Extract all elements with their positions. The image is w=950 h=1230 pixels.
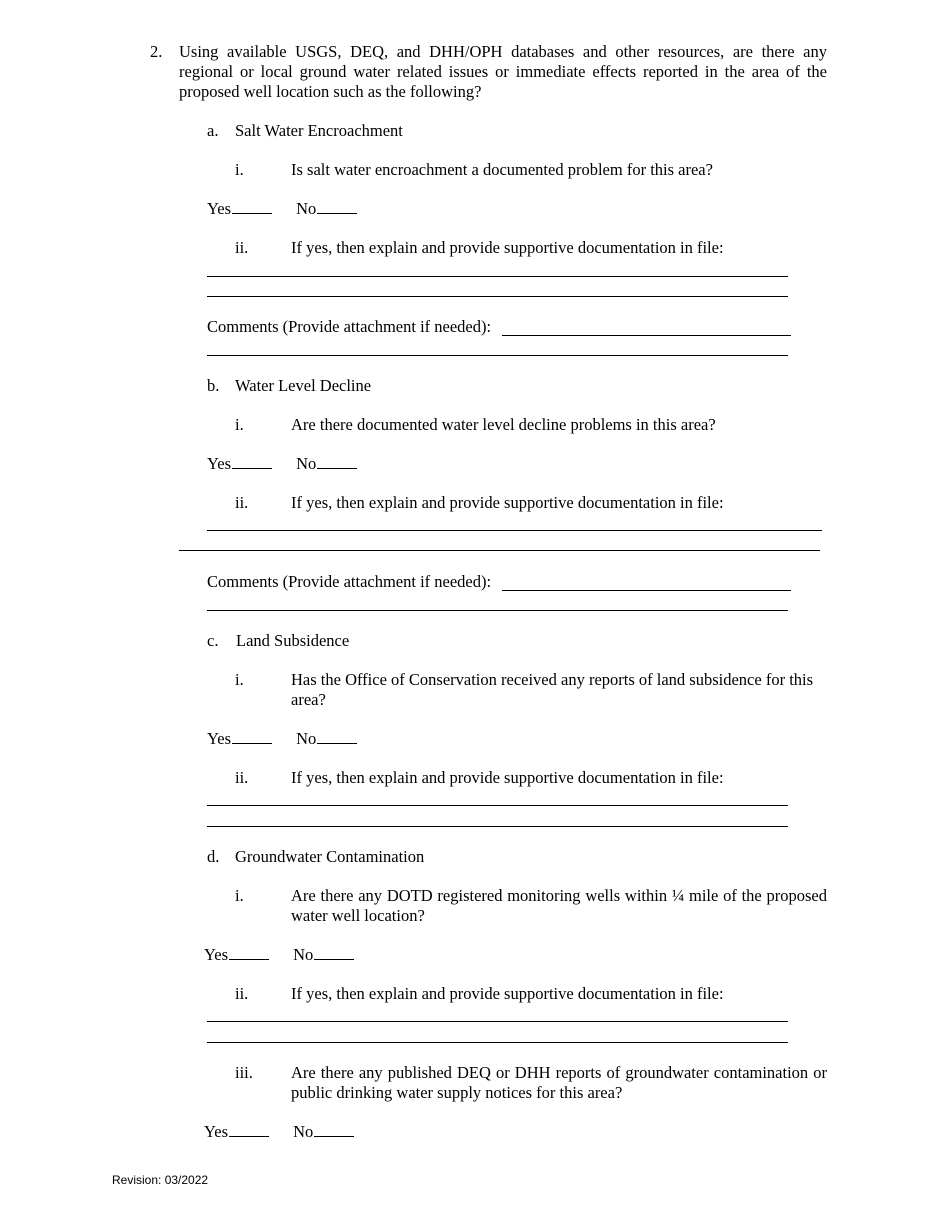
a-item-i-text: Is salt water encroachment a documented problem for this area? — [291, 160, 713, 179]
a-item-ii-text: If yes, then explain and provide supportive documentation in file: — [291, 238, 724, 257]
c-item-i-text: Has the Office of Conservation received any reports of land subsidence for this area? — [291, 670, 814, 709]
d-no-label-2: No — [293, 1122, 314, 1141]
a-comments-label: Comments (Provide attachment if needed): — [207, 317, 492, 336]
b-item-i-text: Are there documented water level decline problems in this area? — [291, 415, 716, 434]
d-explain-line-2[interactable] — [207, 1042, 788, 1043]
b-item-ii-number: ii. — [235, 493, 249, 512]
d-item-iii-number: iii. — [235, 1063, 253, 1082]
a-item-i-number: i. — [235, 160, 244, 179]
d-yes-blank[interactable] — [229, 945, 269, 960]
c-item-ii-number: ii. — [235, 768, 249, 787]
c-item-i-number: i. — [235, 670, 244, 689]
d-item-ii-text: If yes, then explain and provide supportive documentation in file: — [291, 984, 724, 1003]
c-no-blank[interactable] — [317, 729, 357, 744]
section-d-letter: d. — [207, 847, 220, 866]
a-comments-line-2[interactable] — [207, 355, 788, 356]
b-item-ii-text: If yes, then explain and provide supportive documentation in file: — [291, 493, 724, 512]
a-no-label: No — [296, 199, 317, 218]
section-a-title: Salt Water Encroachment — [235, 121, 403, 140]
b-yes-blank[interactable] — [232, 454, 272, 469]
d-no-blank-2[interactable] — [314, 1122, 354, 1137]
d-yes-blank-2[interactable] — [229, 1122, 269, 1137]
section-a-letter: a. — [207, 121, 219, 140]
c-yes-blank[interactable] — [232, 729, 272, 744]
a-yes-blank[interactable] — [232, 199, 272, 214]
a-yes-no-row — [207, 199, 357, 219]
section-d-title: Groundwater Contamination — [235, 847, 425, 866]
b-explain-line-1[interactable] — [207, 530, 822, 531]
a-explain-line-2[interactable] — [207, 296, 788, 297]
c-explain-line-1[interactable] — [207, 805, 788, 806]
section-b-title: Water Level Decline — [235, 376, 372, 395]
c-yes-no-row — [207, 729, 357, 749]
b-no-blank[interactable] — [317, 454, 357, 469]
section-c-letter: c. — [207, 631, 219, 650]
b-no-label: No — [296, 454, 317, 473]
question-number: 2. — [150, 42, 163, 61]
c-yes-label: Yes — [207, 729, 232, 748]
c-explain-line-2[interactable] — [207, 826, 788, 827]
question-text: Using available USGS, DEQ, and DHH/OPH databases and other resources, are there any regional or local ground water related issues or immediate effects reported in the area of the proposed well location such as the following? — [179, 42, 827, 101]
section-c-title: Land Subsidence — [236, 631, 350, 650]
b-comments-line-1[interactable] — [502, 590, 791, 591]
b-item-i-number: i. — [235, 415, 244, 434]
a-explain-line-1[interactable] — [207, 276, 788, 277]
d-no-label: No — [293, 945, 314, 964]
d-item-iii-text: Are there any published DEQ or DHH reports of groundwater contamination or public drinking water supply notices for this area? — [291, 1063, 827, 1102]
c-item-ii-text: If yes, then explain and provide supportive documentation in file: — [291, 768, 724, 787]
d-yes-no-row-2 — [204, 1122, 354, 1142]
d-yes-no-row — [204, 945, 354, 965]
a-yes-label: Yes — [207, 199, 232, 218]
c-no-label: No — [296, 729, 317, 748]
b-yes-label: Yes — [207, 454, 232, 473]
b-comments-line-2[interactable] — [207, 610, 788, 611]
section-b-letter: b. — [207, 376, 220, 395]
a-item-ii-number: ii. — [235, 238, 249, 257]
d-yes-label-2: Yes — [204, 1122, 229, 1141]
d-explain-line-1[interactable] — [207, 1021, 788, 1022]
d-item-i-text: Are there any DOTD registered monitoring wells within ¼ mile of the proposed water well location? — [291, 886, 827, 925]
revision-footer: Revision: 03/2022 — [112, 1173, 209, 1187]
d-item-ii-number: ii. — [235, 984, 249, 1003]
d-yes-label: Yes — [204, 945, 229, 964]
a-comments-line-1[interactable] — [502, 335, 791, 336]
a-no-blank[interactable] — [317, 199, 357, 214]
b-comments-label: Comments (Provide attachment if needed): — [207, 572, 492, 591]
d-no-blank[interactable] — [314, 945, 354, 960]
b-yes-no-row — [207, 454, 357, 474]
d-item-i-number: i. — [235, 886, 244, 905]
b-explain-line-2[interactable] — [179, 550, 820, 551]
